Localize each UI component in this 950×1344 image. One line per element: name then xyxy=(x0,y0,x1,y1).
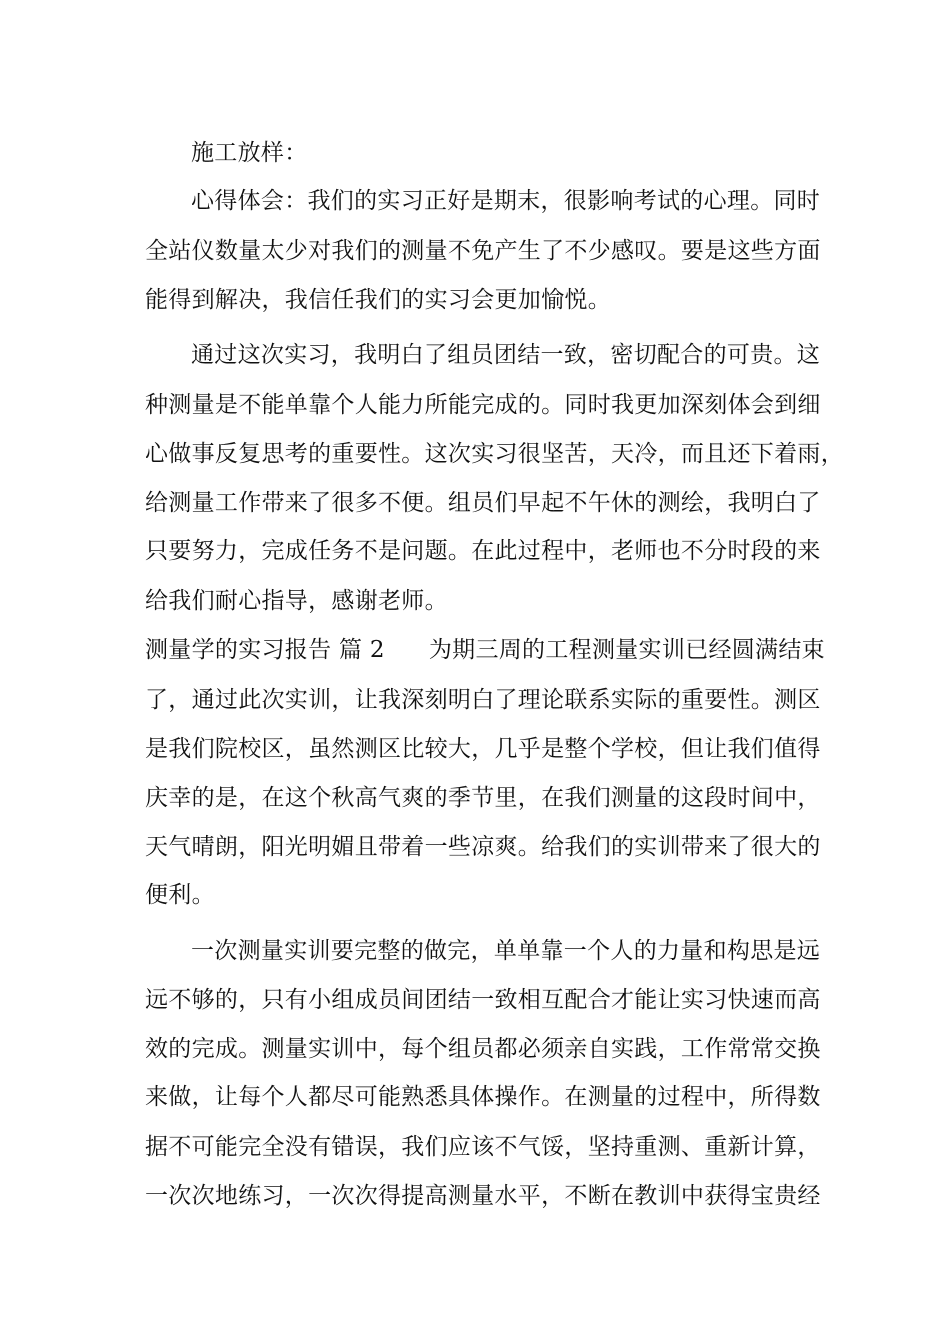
text-line: 给我们耐心指导，感谢老师。 xyxy=(145,588,448,614)
text-line: 心得体会：我们的实习正好是期末，很影响考试的心理。同时 xyxy=(191,188,821,214)
text-line: 来做，让每个人都尽可能熟悉具体操作。在测量的过程中，所得数 xyxy=(145,1084,821,1110)
text-line: 据不可能完全没有错误，我们应该不气馁，坚持重测、重新计算， xyxy=(145,1134,821,1160)
text-line: 了，通过此次实训，让我深刻明白了理论联系实际的重要性。测区 xyxy=(145,687,821,713)
text-line: 只要努力，完成任务不是问题。在此过程中，老师也不分时段的来 xyxy=(145,538,821,564)
text-line: 给测量工作带来了很多不便。组员们早起不午休的测绘，我明白了 xyxy=(145,490,821,516)
text-line: 庆幸的是，在这个秋高气爽的季节里，在我们测量的这段时间中， xyxy=(145,785,821,811)
text-line: 心做事反复思考的重要性。这次实习很坚苦，天冷，而且还下着雨， xyxy=(145,441,844,467)
text-line: 天气晴朗，阳光明媚且带着一些凉爽。给我们的实训带来了很大的 xyxy=(145,834,821,860)
text-line: 能得到解决，我信任我们的实习会更加愉悦。 xyxy=(145,287,611,313)
text-line: 远不够的，只有小组成员间团结一致相互配合才能让实习快速而高 xyxy=(145,987,821,1013)
text-line: 通过这次实习，我明白了组员团结一致，密切配合的可贵。这 xyxy=(191,342,821,368)
text-line: 种测量是不能单靠个人能力所能完成的。同时我更加深刻体会到细 xyxy=(145,392,821,418)
section-heading-line xyxy=(145,636,825,664)
text-line: 施工放样： xyxy=(191,140,308,166)
text-line: 一次次地练习，一次次得提高测量水平，不断在教训中获得宝贵经 xyxy=(145,1183,821,1209)
section-heading: 测量学的实习报告 篇 2 xyxy=(145,637,385,663)
text-line: 便利。 xyxy=(145,882,215,908)
text-line: 效的完成。测量实训中，每个组员都必须亲自实践，工作常常交换 xyxy=(145,1036,821,1062)
text-line: 一次测量实训要完整的做完，单单靠一个人的力量和构思是远 xyxy=(191,938,821,964)
text-line: 是我们院校区，虽然测区比较大，几乎是整个学校，但让我们值得 xyxy=(145,736,821,762)
text-run: 为期三周的工程测量实训已经圆满结束 xyxy=(428,637,825,663)
text-line: 全站仪数量太少对我们的测量不免产生了不少感叹。要是这些方面 xyxy=(145,238,821,264)
